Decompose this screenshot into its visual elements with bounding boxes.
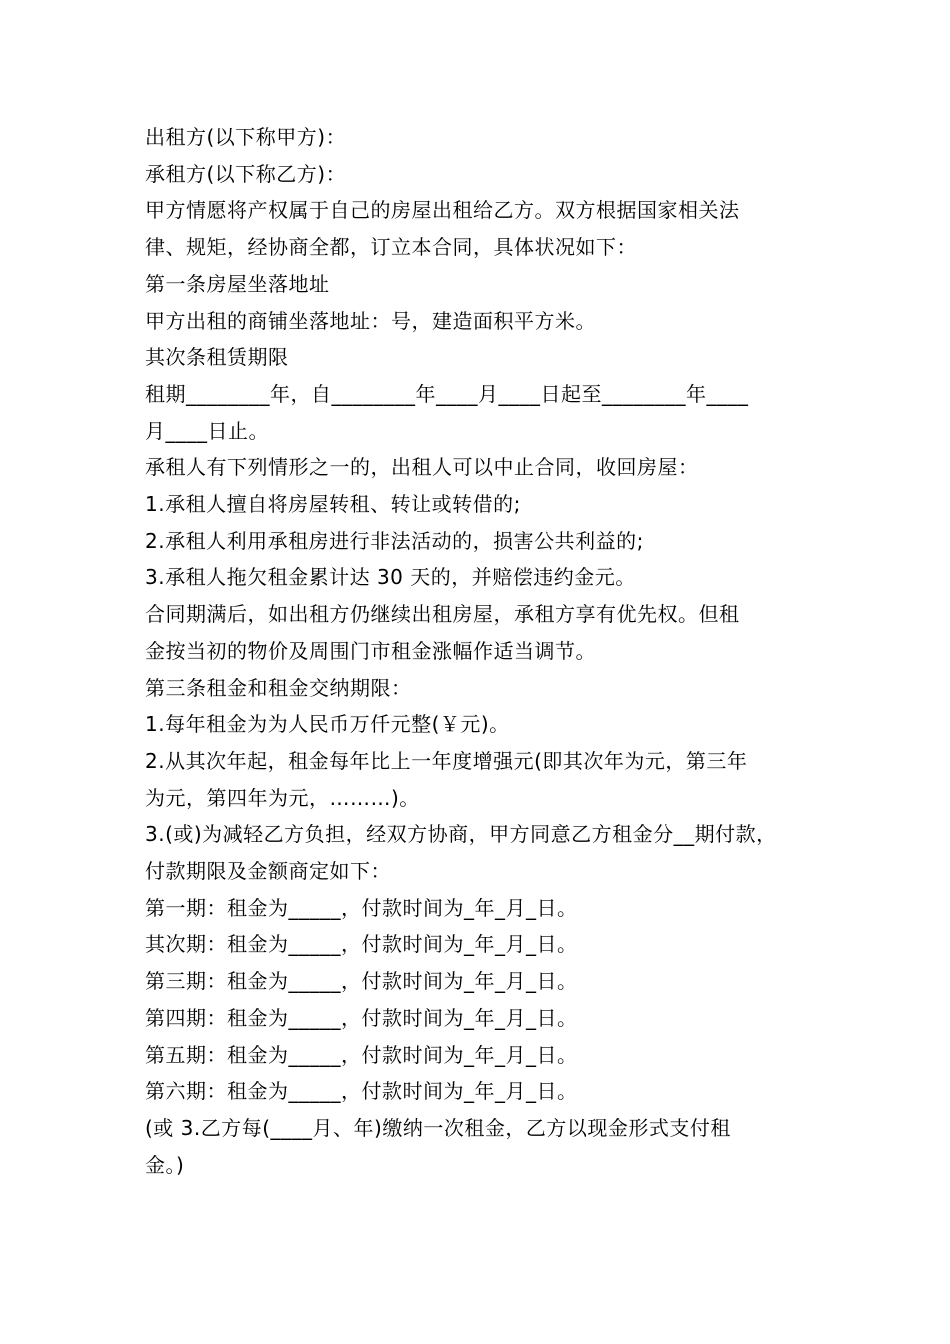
payment-period-line: 第六期：租金为_____，付款时间为_年_月_日。 (145, 1079, 578, 1104)
list-item: 3.承租人拖欠租金累计达 30 天的，并赔偿违约金元。 (145, 565, 636, 590)
article-heading: 其次条租赁期限 (145, 345, 289, 370)
list-item: 付款期限及金额商定如下： (145, 859, 391, 884)
list-item: 2.从其次年起，租金每年比上一年度增强元(即其次年为元，第三年 (145, 748, 748, 773)
intro-text: 律、规矩，经协商全都，订立本合同，具体状况如下： (145, 235, 637, 260)
payment-period-line: 第五期：租金为_____，付款时间为_年_月_日。 (145, 1042, 578, 1067)
payment-period-line: 第四期：租金为_____，付款时间为_年_月_日。 (145, 1005, 578, 1030)
list-item: 2.承租人利用承租房进行非法活动的，损害公共利益的; (145, 528, 644, 553)
paragraph-text: 甲方出租的商铺坐落地址：号，建造面积平方米。 (145, 308, 596, 333)
lessor-line: 出租方(以下称甲方)： (145, 125, 347, 149)
paragraph-text: 金。) (145, 1152, 185, 1177)
payment-period-line: 第一期：租金为_____，付款时间为_年_月_日。 (145, 895, 578, 920)
payment-period-line: 第三期：租金为_____，付款时间为_年_月_日。 (145, 969, 578, 994)
paragraph-text: 合同期满后，如出租方仍继续出租房屋，承租方享有优先权。但租 (145, 602, 740, 627)
paragraph-text: 租期________年，自________年____月____日起至________年____ (145, 381, 749, 406)
paragraph-text: 金按当初的物价及周围门市租金涨幅作适当调节。 (145, 638, 596, 663)
payment-period-line: 其次期：租金为_____，付款时间为_年_月_日。 (145, 932, 578, 957)
list-item: 1.承租人擅自将房屋转租、转让或转借的; (145, 492, 521, 517)
list-item: 1.每年租金为为人民币万仟元整(￥元)。 (145, 712, 510, 737)
paragraph-text: (或 3.乙方每(____月、年)缴纳一次租金，乙方以现金形式支付租 (145, 1115, 731, 1140)
article-heading: 第三条租金和租金交纳期限： (145, 675, 412, 700)
intro-text: 甲方情愿将产权属于自己的房屋出租给乙方。双方根据国家相关法 (145, 198, 740, 223)
paragraph-text: 月____日止。 (145, 418, 269, 443)
article-heading: 第一条房屋坐落地址 (145, 271, 330, 296)
contract-body (145, 119, 825, 1183)
list-item: 3.(或)为减轻乙方负担，经双方协商，甲方同意乙方租金分__期付款， (145, 822, 777, 847)
list-item: 为元，第四年为元，………)。 (145, 785, 420, 810)
paragraph-text: 承租人有下列情形之一的，出租人可以中止合同，收回房屋： (145, 455, 699, 480)
lessee-line: 承租方(以下称乙方)： (145, 161, 347, 186)
